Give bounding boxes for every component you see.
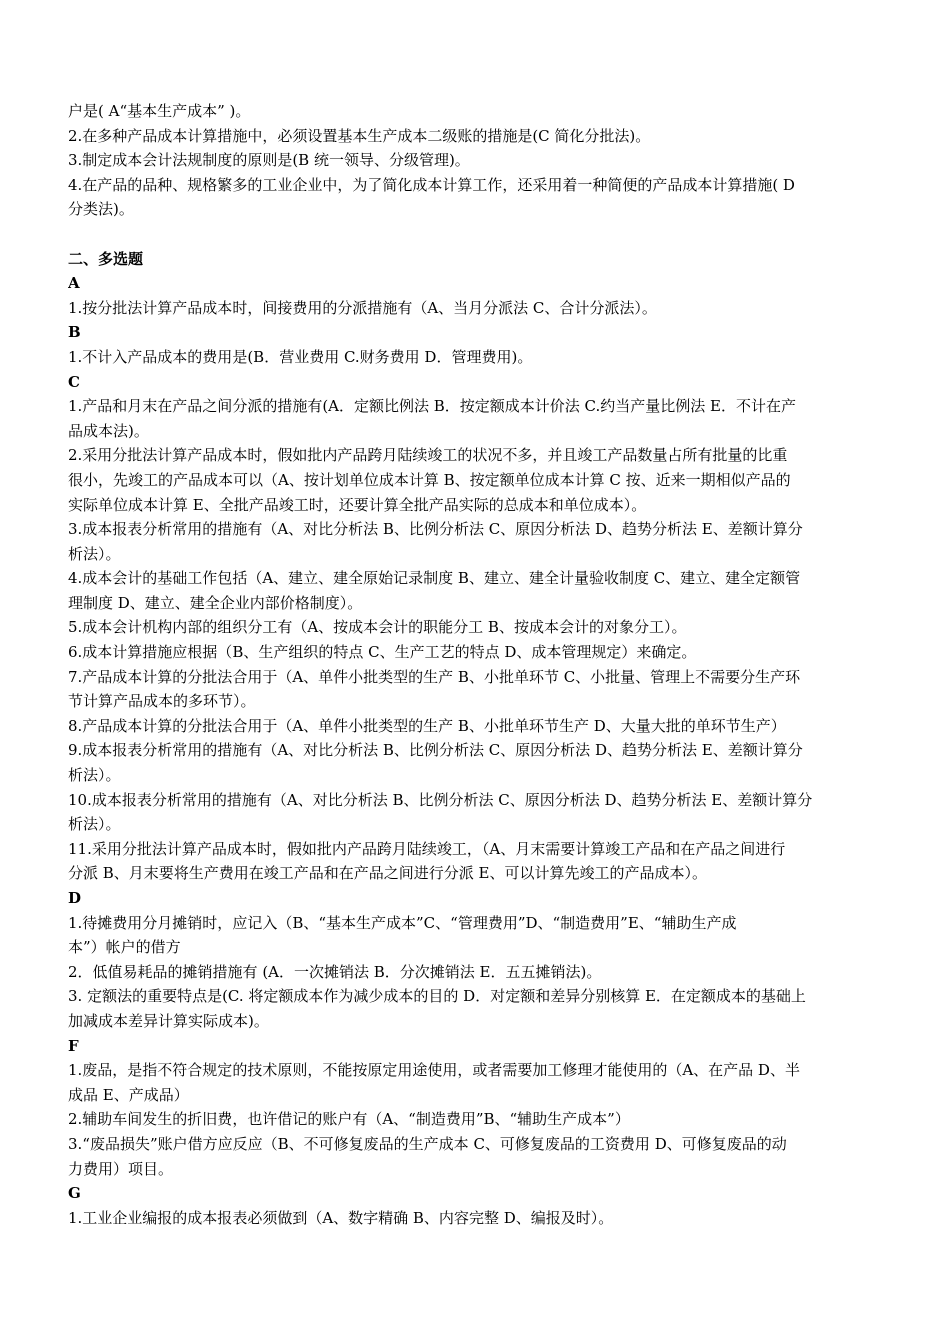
question-line: 4.成本会计的基础工作包括（A、建立、建全原始记录制度 B、建立、建全计量验收制度 C、建立、建全定额管 bbox=[68, 569, 801, 588]
group-a bbox=[68, 271, 882, 320]
group-letter: F bbox=[68, 1036, 79, 1055]
question-line: 7.产品成本计算的分批法合用于（A、单件小批类型的生产 B、小批单环节 C、小批量、管理上不需要分生产环 bbox=[68, 667, 801, 686]
group-letter: C bbox=[68, 372, 80, 391]
question-line: 加减成本差异计算实际成本)。 bbox=[68, 1011, 269, 1030]
question-line: 析法）。 bbox=[68, 766, 121, 785]
question-line: 2.辅助车间发生的折旧费，也许借记的账户有（A、“制造费用”B、“辅助生产成本”） bbox=[68, 1110, 630, 1129]
question-line: 1.不计入产品成本的费用是(B．营业费用 C.财务费用 D．管理费用)。 bbox=[68, 347, 533, 366]
question-line: 6.成本计算措施应根据（B、生产组织的特点 C、生产工艺的特点 D、成本管理规定）来确定。 bbox=[68, 643, 697, 662]
question-line: 1.产品和月末在产品之间分派的措施有(A．定额比例法 B．按定额成本计价法 C.约当产量比例法 E．不计在产 bbox=[68, 397, 796, 416]
question-line: 3.成本报表分析常用的措施有（A、对比分析法 B、比例分析法 C、原因分析法 D、趋势分析法 E、差额计算分 bbox=[68, 520, 803, 539]
group-d bbox=[68, 886, 882, 1034]
group-g bbox=[68, 1181, 882, 1230]
question-line: 理制度 D、建立、建全企业内部价格制度）。 bbox=[68, 593, 363, 612]
question-line: 8.产品成本计算的分批法合用于（A、单件小批类型的生产 B、小批单环节生产 D、大量大批的单环节生产） bbox=[68, 716, 786, 735]
question-line: 1.待摊费用分月摊销时，应记入（B、“基本生产成本”C、“管理费用”D、“制造费用”E、“辅助生产成 bbox=[68, 913, 737, 932]
question-line: 1.按分批法计算产品成本时，间接费用的分派措施有（A、当月分派法 C、合计分派法）。 bbox=[68, 298, 657, 317]
group-letter: D bbox=[68, 889, 82, 907]
question-line: 很小，先竣工的产品成本可以（A、按计划单位成本计算 B、按定额单位成本计算 C 按、近来一期相似产品的 bbox=[68, 470, 791, 489]
section-title: 二、多选题 bbox=[68, 249, 144, 268]
question-line: 3. 定额法的重要特点是(C. 将定额成本作为减少成本的目的 D．对定额和差异分别核算 E．在定额成本的基础上 bbox=[68, 987, 806, 1006]
question-line: 11.采用分批法计算产品成本时，假如批内产品跨月陆续竣工，（A、月末需要计算竣工产品和在产品之间进行 bbox=[68, 839, 786, 858]
question-line: 10.成本报表分析常用的措施有（A、对比分析法 B、比例分析法 C、原因分析法 D、趋势分析法 E、差额计算分 bbox=[68, 790, 813, 809]
document-page bbox=[68, 99, 882, 1230]
text-line: 3.制定成本会计法规制度的原则是(B 统一领导、分级管理)。 bbox=[68, 151, 470, 170]
question-line: 1.工业企业编报的成本报表必须做到（A、数字精确 B、内容完整 D、编报及时）。 bbox=[68, 1208, 614, 1227]
question-line: 析法）。 bbox=[68, 544, 121, 563]
group-c bbox=[68, 370, 882, 886]
question-line: 分派 B、月末要将生产费用在竣工产品和在产品之间进行分派 E、可以计算先竣工的产品成本）。 bbox=[68, 864, 708, 883]
question-line: 2.采用分批法计算产品成本时，假如批内产品跨月陆续竣工的状况不多，并且竣工产品数量占所有批量的比重 bbox=[68, 446, 788, 465]
single-choice-tail bbox=[68, 99, 882, 222]
group-letter: A bbox=[68, 274, 80, 293]
question-line: 成品 E、产成品） bbox=[68, 1085, 189, 1104]
question-line: 品成本法)。 bbox=[68, 421, 149, 440]
question-line: 2．低值易耗品的摊销措施有 (A．一次摊销法 B．分次摊销法 E．五五摊销法)。 bbox=[68, 962, 602, 981]
group-letter: G bbox=[68, 1184, 81, 1203]
question-line: 实际单位成本计算 E、全批产品竣工时，还要计算全批产品实际的总成本和单位成本）。 bbox=[68, 495, 647, 514]
group-f bbox=[68, 1034, 882, 1182]
question-line: 9.成本报表分析常用的措施有（A、对比分析法 B、比例分析法 C、原因分析法 D、趋势分析法 E、差额计算分 bbox=[68, 741, 803, 760]
group-b bbox=[68, 320, 882, 369]
blank-line bbox=[68, 222, 882, 247]
question-line: 3.“废品损失”账户借方应反应（B、不可修复废品的生产成本 C、可修复废品的工资费用 D、可修复废品的动 bbox=[68, 1134, 787, 1153]
text-line: 4.在产品的品种、规格繁多的工业企业中，为了简化成本计算工作，还采用着一种简便的产品成本计算措施( D bbox=[68, 175, 795, 194]
question-line: 5.成本会计机构内部的组织分工有（A、按成本会计的职能分工 B、按成本会计的对象分工）。 bbox=[68, 618, 687, 637]
question-line: 析法）。 bbox=[68, 815, 121, 834]
text-line: 户是( A“基本生产成本” )。 bbox=[68, 102, 251, 120]
text-line: 2.在多种产品成本计算措施中，必须设置基本生产成本二级账的措施是(C 简化分批法)。 bbox=[68, 126, 651, 145]
text-line: 分类法)。 bbox=[68, 200, 134, 219]
group-letter: B bbox=[68, 323, 81, 342]
question-line: 本”）帐户的借方 bbox=[68, 938, 181, 957]
question-line: 节计算产品成本的多环节）。 bbox=[68, 692, 256, 711]
question-line: 1.废品，是指不符合规定的技术原则，不能按原定用途使用，或者需要加工修理才能使用的（A、在产品 D、半 bbox=[68, 1061, 800, 1080]
question-line: 力费用）项目。 bbox=[68, 1159, 174, 1178]
